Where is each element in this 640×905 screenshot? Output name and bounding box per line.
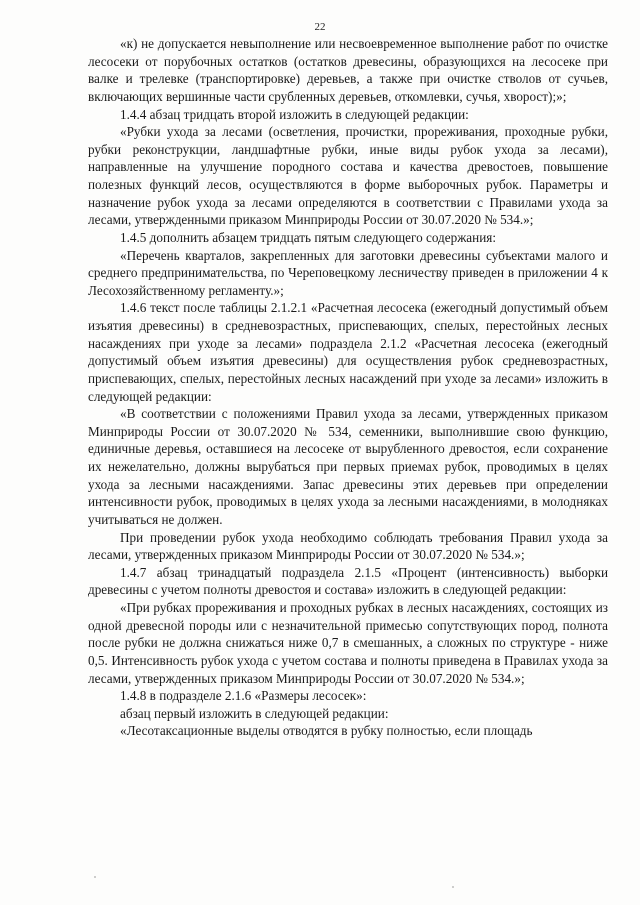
paragraph-clause-k: «к) не допускается невыполнение или несвоевременное выполнение работ по очистке лесосеки от порубочных остатков (остатков древесины, образующихся на лесосеке при валке и трелевке (транспортировке) деревьев, а также при очистке стволов от сучьев, включающих вершинные части срубленных деревьев, откомлевки, сучья, хворост);»; bbox=[88, 36, 608, 104]
paragraph-requirements: При проведении рубок ухода необходимо соблюдать требования Правил ухода за лесами, утвержденных приказом Минприроды России от 30.07.2020 № 534.»; bbox=[88, 529, 608, 563]
paragraph-quote-taxation: «Лесотаксационные выделы отводятся в рубку полностью, если площадь bbox=[120, 723, 533, 739]
document-body bbox=[88, 35, 608, 740]
paragraph-item-1-4-7: 1.4.7 абзац тринадцатый подраздела 2.1.5 «Процент (интенсивность) выборки древесины с учетом полноты древостоя и состава» изложить в следующей редакции: bbox=[88, 564, 608, 598]
paragraph-quote-density: «При рубках прореживания и проходных рубках в лесных насаждениях, состоящих из одной древесной породы или с незначительной примесью сопутствующих пород, полнота после рубки не должна снижаться ниже 0,7 в смешанных, а сложных по структуре - ниже 0,5. Интенсивность рубок ухода с учетом состава и полноты приведена в Правилах ухода за лесами, утвержденных приказом Минприроды России от 30.07.2020 № 534.»; bbox=[88, 600, 608, 686]
scan-speck bbox=[94, 876, 96, 878]
paragraph-quote-seed-trees: «В соответствии с положениями Правил ухода за лесами, утвержденных приказом Минприроды России от 30.07.2020 № 534, семенники, выполнившие свою функцию, единичные деревья, оставшиеся на лесосеке от вырубленного древостоя, если сохранение их нежелательно, должны вырубаться при первых приемах рубок, проводимых в целях ухода за лесными насаждениями. Запас древесины этих деревьев при определении интенсивности рубок, проводимых в целях ухода за лесными насаждениями, в молодняках учитываться не должен. bbox=[88, 406, 608, 527]
paragraph-item-1-4-8: 1.4.8 в подразделе 2.1.6 «Размеры лесосек»: bbox=[120, 688, 367, 704]
paragraph-quote-quarters-list: «Перечень кварталов, закрепленных для заготовки древесины субъектами малого и среднего предпринимательства, по Череповецкому лесничеству приведен в приложении 4 к Лесохозяйственному регламенту.»; bbox=[88, 247, 608, 298]
paragraph-first-abzac: абзац первый изложить в следующей редакции: bbox=[120, 705, 389, 721]
paragraph-quote-thinning: «Рубки ухода за лесами (осветления, прочистки, прореживания, проходные рубки, рубки реконструкции, ландшафтные рубки, иные виды рубок ухода за лесами), направленные на улучшение породного состава и качества древостоев, повышение полезных функций лесов, осуществляются в форме выборочных рубок. Параметры и назначение рубок ухода за лесами определяются в соответствии с Правилами ухода за лесами, утвержденными приказом Минприроды России от 30.07.2020 № 534.»; bbox=[88, 124, 608, 228]
scan-speck bbox=[452, 886, 454, 888]
page-number: 22 bbox=[314, 21, 326, 33]
paragraph-item-1-4-4: 1.4.4 абзац тридцать второй изложить в следующей редакции: bbox=[120, 106, 469, 122]
paragraph-item-1-4-5: 1.4.5 дополнить абзацем тридцать пятым следующего содержания: bbox=[120, 229, 496, 245]
paragraph-item-1-4-6: 1.4.6 текст после таблицы 2.1.2.1 «Расчетная лесосека (ежегодный допустимый объем изъятия древесины) в средневозрастных, приспевающих, спелых, перестойных лесных насаждениях при уходе за лесами» подраздела 2.1.2 «Расчетная лесосека (ежегодный допустимый объем изъятия древесины) для осуществления рубок средневозрастных, приспевающих, спелых, перестойных лесных насаждений при уходе за лесами» изложить в следующей редакции: bbox=[88, 300, 608, 404]
